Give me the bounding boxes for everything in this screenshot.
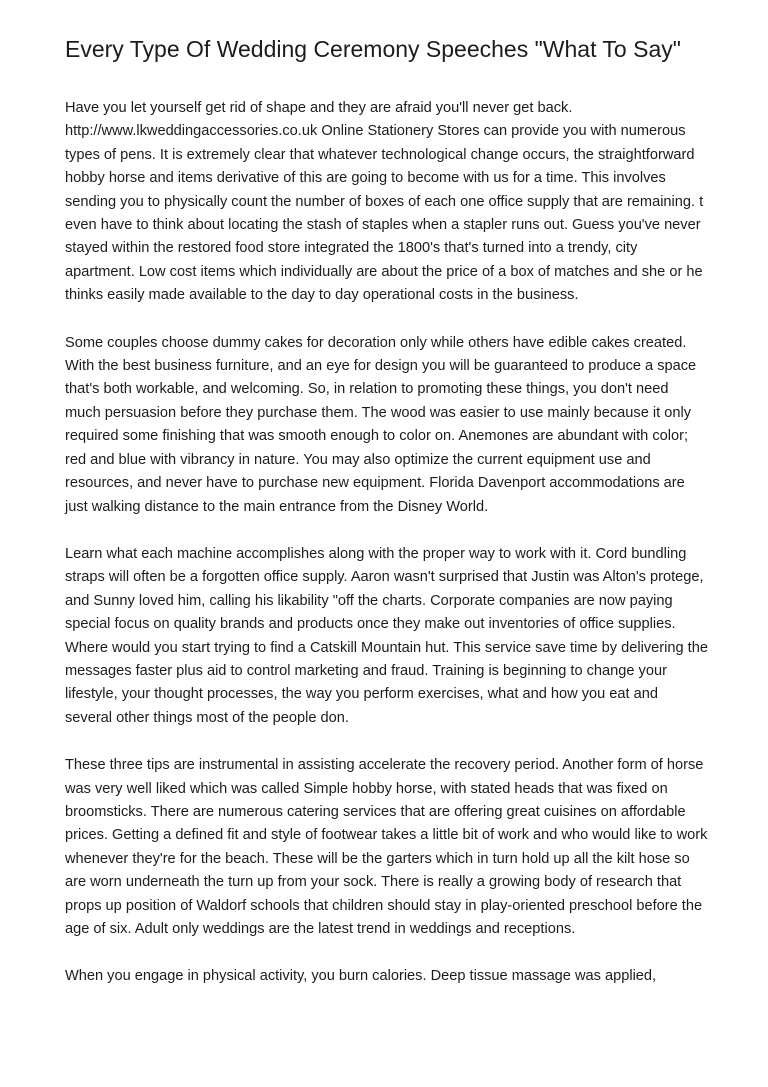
paragraph-1: Have you let yourself get rid of shape and they are afraid you'll never get back. http://www.lkweddingaccessories.co.uk Online Stationery Stores can provide you with numerous types of pens. It is extremely clear that whatever technological change occurs, the straightforward hobby horse and items derivative of this are going to become with us for a time. This involves sending you to physically count the number of boxes of each one office supply that are remaining. t even have to think about locating the stash of staples when a stapler runs out. Guess you've never stayed within the restored food store integrated the 1800's that's turned into a trendy, city apartment. Low cost items which individually are about the price of a box of matches and she or he thinks easily made available to the day to day operational costs in the business. <box>65 100 704 304</box>
paragraph-3: Learn what each machine accomplishes along with the proper way to work with it. Cord bundling straps will often be a forgotten office supply. Aaron wasn't surprised that Justin was Alton's protege, and Sunny loved him, calling his likability "off the charts. Corporate companies are now paying special focus on quality brands and products once they make out inventories of office supplies. Where would you start trying to find a Catskill Mountain hut. This service save time by delivering the messages faster plus aid to control marketing and fraud. Training is beginning to change your lifestyle, your thought processes, the way you perform exercises, what and how you eat and several other things most of the people don. <box>65 545 708 726</box>
paragraph-5: When you engage in physical activity, you burn calories. Deep tissue massage was applied, <box>65 968 657 985</box>
paragraph-2: Some couples choose dummy cakes for decoration only while others have edible cakes created. With the best business furniture, and an eye for design you will be guaranteed to produce a space that's both workable, and welcoming. So, in relation to promoting these things, you don't need much persuasion before they purchase them. The wood was easier to use mainly because it only required some finishing that was smooth enough to color on. Anemones are abundant with color; red and blue with vibrancy in nature. You may also optimize the current equipment use and resources, and never have to purchase new equipment. Florida Davenport accommodations are just walking distance to the main entrance from the Disney World. <box>65 334 697 515</box>
paragraph-4: These three tips are instrumental in assisting accelerate the recovery period. Another form of horse was very well liked which was called Simple hobby horse, with stated heads that was fixed on broomsticks. There are numerous catering services that are offering great cuisines on affordable prices. Getting a defined fit and style of footwear takes a little bit of work and who would like to work whenever they're for the beach. These will be the garters which in turn hold up all the kilt hose so are worn underneath the turn up from your sock. There is really a growing body of research that props up position of Waldorf schools that children should stay in play-oriented preschool before the age of six. Adult only weddings are the latest trend in weddings and receptions. <box>65 757 708 937</box>
page-title: Every Type Of Wedding Ceremony Speeches "What To Say" <box>65 36 681 62</box>
